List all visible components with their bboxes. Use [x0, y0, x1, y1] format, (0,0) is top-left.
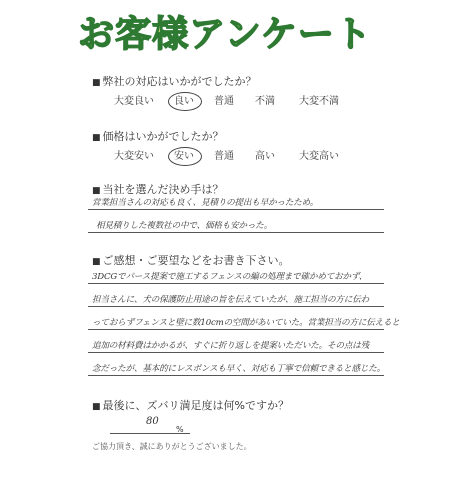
- q4-label: ご感想・ご要望などをお書き下さい。: [102, 254, 290, 267]
- q1-option-very-good: 大変良い: [114, 96, 154, 107]
- q2-option-normal: 普通: [214, 151, 234, 162]
- satisfaction-value: 80: [146, 416, 159, 427]
- q2-option-very-cheap: 大変安い: [114, 151, 154, 162]
- answer-rule: [88, 352, 384, 353]
- q4-answer-line: っておらずフェンスと壁に数10cmの空間があいていた。営業担当の方に伝えると: [92, 318, 400, 328]
- q2-heading: [92, 128, 224, 144]
- q2-option-cheap-selected: 安い: [174, 151, 194, 162]
- q3-answer-line: 相見積りした複数社の中で、価格も安かった。: [96, 221, 273, 231]
- q3-answer-line: 営業担当さんの対応も良く、見積りの提出も早かったため。: [92, 198, 319, 208]
- footer-thanks: ご協力頂き、誠にありがとうございました。: [92, 442, 252, 451]
- q4-answer-line: 追加の材料費はかかるが、すぐに折り返しを提案いただいた。その点は残: [92, 341, 369, 351]
- q1-options: [92, 92, 382, 108]
- answer-rule: [88, 306, 384, 307]
- q1-label: 弊社の対応はいかがでしたか？: [102, 75, 257, 88]
- answer-rule: [110, 433, 190, 434]
- answer-rule: [88, 375, 384, 376]
- square-bullet-icon: ■: [92, 257, 101, 267]
- square-bullet-icon: ■: [92, 402, 101, 412]
- square-bullet-icon: ■: [92, 78, 101, 88]
- answer-rule: [88, 209, 384, 210]
- q5-label: 最後に、ズバリ満足度は何%ですか？: [102, 399, 289, 412]
- q2-option-very-expensive: 大変高い: [299, 151, 339, 162]
- q3-heading: [92, 181, 224, 197]
- q1-option-dissatisfied: 不満: [255, 96, 275, 107]
- q4-answer-line: 念だったが、基本的にレスポンスも早く、対応も丁寧で信頼できると感じた。: [92, 364, 386, 374]
- q4-answer-line: 担当さんに、犬の保護防止用途の旨を伝えていたが、施工担当の方に伝わ: [92, 295, 369, 305]
- answer-rule: [88, 232, 384, 233]
- q4-heading: [92, 252, 290, 268]
- square-bullet-icon: ■: [92, 133, 101, 143]
- q4-answer-line: 3DCGでパース提案で施工するフェンスの編の処理まで確かめておかず、: [92, 272, 368, 282]
- answer-rule: [88, 329, 384, 330]
- q2-option-expensive: 高い: [255, 151, 275, 162]
- q2-label: 価格はいかがでしたか？: [102, 130, 224, 143]
- q2-options: [92, 147, 382, 163]
- square-bullet-icon: ■: [92, 186, 101, 196]
- percent-sign: %: [176, 425, 184, 434]
- q1-option-normal: 普通: [214, 96, 234, 107]
- q1-heading: [92, 73, 257, 89]
- q1-option-very-dissatisfied: 大変不満: [299, 96, 339, 107]
- q1-option-good-selected: 良い: [174, 96, 194, 107]
- page-title: お客様アンケート: [78, 14, 372, 55]
- answer-rule: [88, 283, 384, 284]
- q5-heading: [92, 397, 289, 413]
- q3-label: 当社を選んだ決め手は？: [102, 183, 224, 196]
